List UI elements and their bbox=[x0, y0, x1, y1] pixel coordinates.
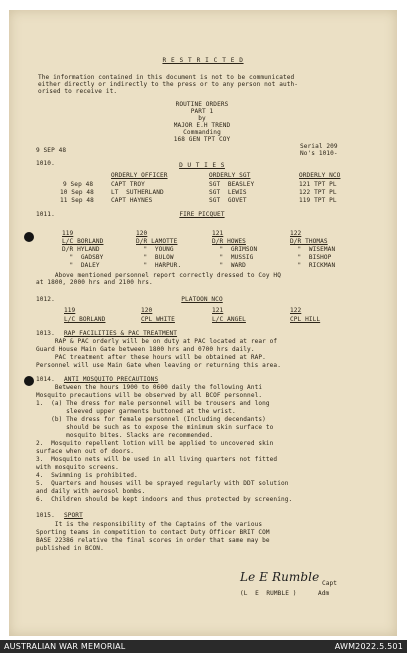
body-line: PAC treatment after these hours will be obtained at RAP. bbox=[36, 354, 266, 361]
handwritten-signature: Le E Rumble bbox=[240, 570, 320, 584]
order-date: 9 SEP 48 bbox=[36, 147, 67, 154]
platoon-number: 119 bbox=[64, 307, 76, 314]
picquet-member: " GADSBY bbox=[62, 254, 104, 261]
footer-accession: AWM2022.5.501 bbox=[334, 642, 403, 651]
serial-number: Serial 209 bbox=[300, 143, 338, 150]
section-number: 1013. bbox=[36, 330, 55, 337]
platoon-number: 121 bbox=[212, 307, 224, 314]
picquet-member: " YOUNG bbox=[136, 246, 174, 253]
body-line: 5. Quarters and houses will be sprayed regularly with DDT solution bbox=[36, 480, 289, 487]
duty-officer: CAPT TROY bbox=[111, 181, 145, 188]
picquet-member: D/R THOMAS bbox=[290, 238, 328, 245]
platoon-number: 120 bbox=[141, 307, 153, 314]
section-number: 1010. bbox=[36, 160, 55, 167]
title-line: ROUTINE ORDERS bbox=[175, 101, 229, 108]
column-header: ORDERLY NCO bbox=[299, 172, 341, 179]
platoon-number: 122 bbox=[290, 307, 302, 314]
signatory-name: (L E RUMBLE ) bbox=[240, 590, 297, 597]
punch-hole bbox=[24, 376, 34, 386]
platoon-number: 120 bbox=[136, 230, 148, 237]
platoon-nco: CPL WHITE bbox=[141, 316, 175, 323]
body-line: sleeved upper garments buttoned at the wrist. bbox=[36, 408, 236, 415]
section-heading: ANTI MOSQUITO PRECAUTIONS bbox=[64, 376, 159, 383]
body-line: mosquito bites. Slacks are recommended. bbox=[36, 432, 214, 439]
column-header: ORDERLY OFFICER bbox=[111, 172, 168, 179]
section-number: 1014. bbox=[36, 376, 55, 383]
picquet-member: " GRIMSON bbox=[212, 246, 258, 253]
body-line: RAP & PAC orderly will be on duty at PAC located at rear of bbox=[36, 338, 278, 345]
section-heading: SPORT bbox=[64, 512, 83, 519]
duty-officer: CAPT HAYNES bbox=[111, 197, 153, 204]
body-line: Sporting teams in competition to contact Duty Officer BRIT COM bbox=[36, 529, 270, 536]
body-line: surface when out of doors. bbox=[36, 448, 134, 455]
picquet-member: " BULOW bbox=[136, 254, 174, 261]
picquet-note: Above mentioned personnel report correctly dressed to Coy HQ bbox=[36, 272, 281, 279]
picquet-member: " DALEY bbox=[62, 262, 100, 269]
duty-officer: LT SUTHERLAND bbox=[111, 189, 164, 196]
platoon-number: 121 bbox=[212, 230, 224, 237]
duty-nco: 121 TPT PL bbox=[299, 181, 337, 188]
body-line: It is the responsibility of the Captains of the various bbox=[36, 521, 263, 528]
duty-sgt: SGT BEASLEY bbox=[209, 181, 255, 188]
picquet-member: " MUSSIG bbox=[212, 254, 254, 261]
picquet-member: " WARD bbox=[212, 262, 246, 269]
duty-nco: 122 TPT PL bbox=[299, 189, 337, 196]
platoon-number: 122 bbox=[290, 230, 302, 237]
duty-nco: 119 TPT PL bbox=[299, 197, 337, 204]
section-number: 1011. bbox=[36, 211, 55, 218]
title-line: 168 GEN TPT COY bbox=[173, 136, 231, 143]
picquet-member: D/R LAMOTTE bbox=[136, 238, 178, 245]
picquet-member: " RICKMAN bbox=[290, 262, 336, 269]
section-heading: D U T I E S bbox=[179, 162, 225, 169]
signatory-title: Adm bbox=[318, 590, 330, 597]
intro-line: orised to receive it. bbox=[38, 88, 118, 95]
footer-institution: AUSTRALIAN WAR MEMORIAL bbox=[4, 642, 126, 651]
body-line: Mosquito precautions will be observed by all BCOF personnel. bbox=[36, 392, 263, 399]
duty-sgt: SGT GOVET bbox=[209, 197, 247, 204]
body-line: should be such as to expose the minimum skin surface to bbox=[36, 424, 274, 431]
picquet-member: L/C BORLAND bbox=[62, 238, 104, 245]
section-heading: RAP FACILITIES & PAC TREATMENT bbox=[64, 330, 178, 337]
punch-hole bbox=[24, 232, 34, 242]
body-line: published in BCON. bbox=[36, 545, 104, 552]
archive-footer bbox=[0, 640, 407, 653]
intro-line: The information contained in this document is not to be communicated bbox=[38, 74, 295, 81]
platoon-number: 119 bbox=[62, 230, 74, 237]
body-line: 2. Mosquito repellent lotion will be applied to uncovered skin bbox=[36, 440, 274, 447]
picquet-member: D/R HYLAND bbox=[62, 246, 100, 253]
body-line: and daily with aerosol bombs. bbox=[36, 488, 146, 495]
body-line: (b) The dress for female personnel (Including decendants) bbox=[36, 416, 266, 423]
column-header: ORDERLY SGT bbox=[209, 172, 251, 179]
body-line: with mosquito screens. bbox=[36, 464, 119, 471]
body-line: Personnel will use Main Gate when leaving or returning this area. bbox=[36, 362, 281, 369]
title-line: Commanding bbox=[183, 129, 221, 136]
platoon-nco: L/C BORLAND bbox=[64, 316, 106, 323]
body-line: Guard House Main Gate between 1800 hrs and 0700 hrs daily. bbox=[36, 346, 255, 353]
body-line: Between the hours 1900 to 0600 daily the following Anti bbox=[36, 384, 263, 391]
duty-sgt: SGT LEWIS bbox=[209, 189, 247, 196]
body-line: 6. Children should be kept indoors and thus protected by screening. bbox=[36, 496, 293, 503]
platoon-nco: L/C ANGEL bbox=[212, 316, 246, 323]
body-line: 3. Mosquito nets will be used in all living quarters not fitted bbox=[36, 456, 278, 463]
body-line: BASE 22386 relative the final scores in order that same may be bbox=[36, 537, 270, 544]
intro-line: either directly or indirectly to the press or to any person not auth- bbox=[38, 81, 299, 88]
section-number: 1015. bbox=[36, 512, 55, 519]
classification-heading: R E S T R I C T E D bbox=[162, 57, 244, 64]
picquet-member: " WISEMAN bbox=[290, 246, 336, 253]
section-number: 1012. bbox=[36, 296, 55, 303]
section-heading: FIRE PICQUET bbox=[179, 211, 225, 218]
platoon-nco: CPL HILL bbox=[290, 316, 321, 323]
picquet-note: at 1800, 2000 hrs and 2100 hrs. bbox=[36, 279, 153, 286]
body-line: 4. Swimming is prohibited. bbox=[36, 472, 138, 479]
title-line: by bbox=[198, 115, 206, 122]
duty-date: 11 Sep 48 bbox=[60, 197, 94, 204]
picquet-member: D/R HOWES bbox=[212, 238, 246, 245]
order-numbers: No's 1010- bbox=[300, 150, 338, 157]
duty-date: 9 Sep 48 bbox=[63, 181, 94, 188]
title-line: PART 1 bbox=[190, 108, 214, 115]
body-line: 1. (a) The dress for male personnel will be trousers and long bbox=[36, 400, 270, 407]
duty-date: 10 Sep 48 bbox=[60, 189, 94, 196]
title-line: MAJOR E.H TREND bbox=[173, 122, 231, 129]
picquet-member: " HARPUR. bbox=[136, 262, 182, 269]
signatory-rank: Capt bbox=[322, 580, 338, 587]
picquet-member: " BISHOP bbox=[290, 254, 332, 261]
section-heading: PLATOON NCO bbox=[181, 296, 223, 303]
